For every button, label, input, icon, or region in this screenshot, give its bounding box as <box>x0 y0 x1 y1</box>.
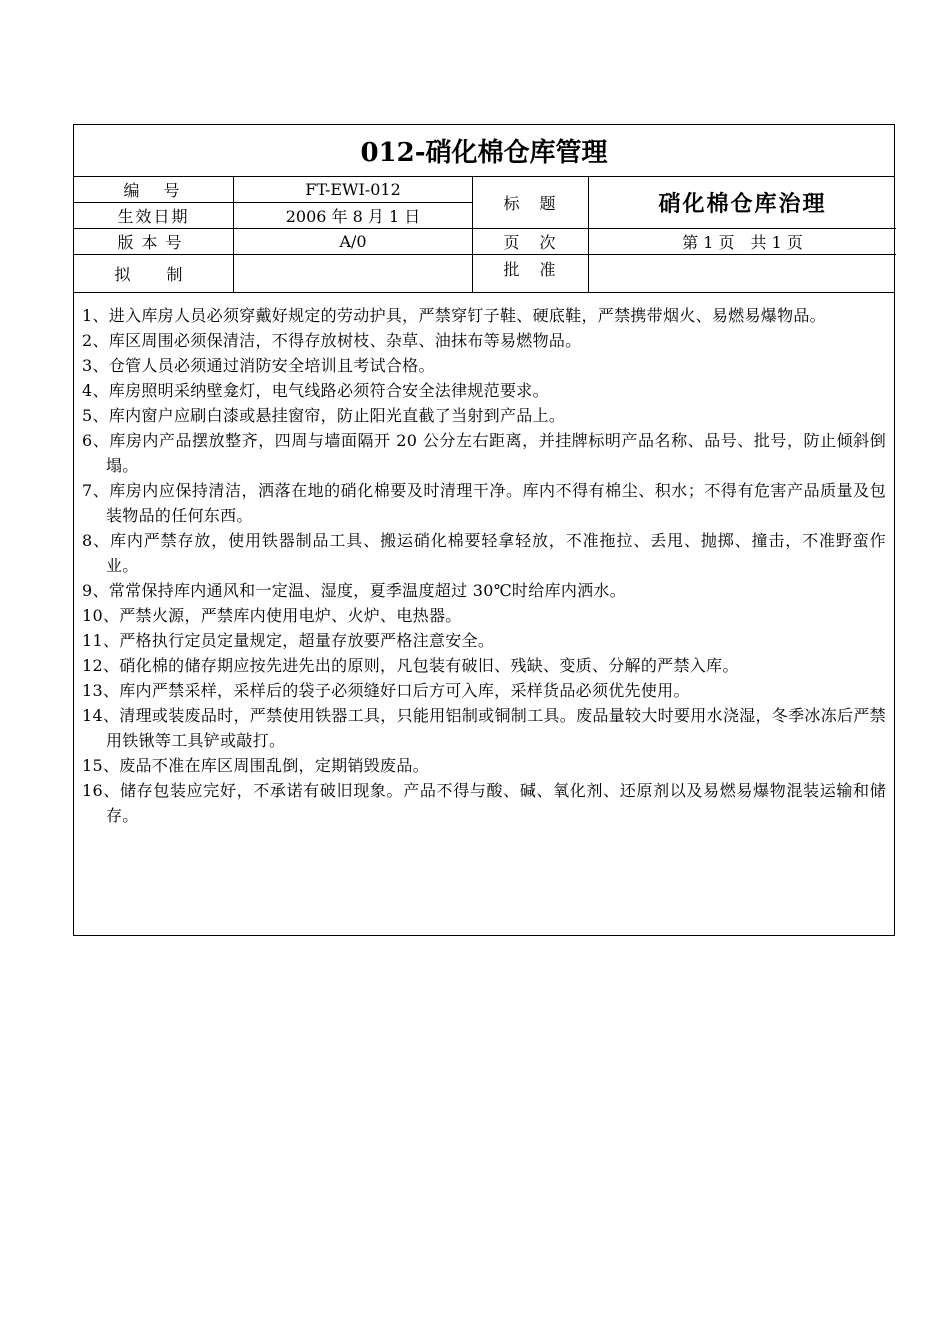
rule-item-15: 15、废品不准在库区周围乱倒，定期销毁废品。 <box>82 756 429 775</box>
rule-item-5: 5、库内窗户应刷白漆或悬挂窗帘，防止阳光直截了当射到产品上。 <box>82 406 566 425</box>
rule-item-12: 12、硝化棉的储存期应按先进先出的原则，凡包装有破旧、残缺、变质、分解的严禁入库。 <box>82 656 739 675</box>
rule-item-2: 2、库区周围必须保清洁，不得存放树枝、杂草、油抹布等易燃物品。 <box>82 331 582 350</box>
number-label: 编 号 <box>123 181 184 200</box>
number-value: FT-EWI-012 <box>305 180 401 199</box>
document-title: 012-硝化棉仓库管理 <box>74 125 894 177</box>
subject-value: 硝化棉仓库治理 <box>658 192 827 217</box>
rule-item-7: 7、库房内应保持清洁，洒落在地的硝化棉要及时清理干净。库内不得有棉尘、积水；不得有危害产品质量及包装物品的任何东西。 <box>82 481 886 525</box>
effective-date-label: 生效日期 <box>117 207 190 226</box>
approved-label: 批 准 <box>503 259 558 279</box>
drafted-label: 拟 制 <box>114 265 193 284</box>
rule-item-16: 16、储存包装应完好，不承诺有破旧现象。产品不得与酸、碱、氧化剂、还原剂以及易燃易爆物混装运输和储存。 <box>82 781 886 825</box>
effective-date-value: 2006 年 8 月 1 日 <box>285 207 421 226</box>
document-frame <box>73 124 895 936</box>
drafted-value <box>234 255 472 292</box>
approved-value <box>589 255 896 292</box>
rule-item-3: 3、仓管人员必须通过消防安全培训且考试合格。 <box>82 356 435 375</box>
version-label: 版本号 <box>117 233 190 252</box>
page-label: 页 次 <box>503 233 558 252</box>
rule-item-14: 14、清理或装废品时，严禁使用铁器工具，只能用铝制或铜制工具。废品量较大时要用水浇湿，冬季冰冻后严禁用铁锹等工具铲或敲打。 <box>82 706 886 750</box>
header-info-table <box>74 177 894 293</box>
rule-item-13: 13、库内严禁采样，采样后的袋子必须缝好口后方可入库，采样货品必须优先使用。 <box>82 681 690 700</box>
subject-label: 标 题 <box>503 194 558 213</box>
page-value: 第 1 页 共 1 页 <box>682 233 803 252</box>
rule-item-1: 1、进入库房人员必须穿戴好规定的劳动护具，严禁穿钉子鞋、硬底鞋，严禁携带烟火、易燃易爆物品。 <box>82 306 826 325</box>
rule-item-9: 9、常常保持库内通风和一定温、湿度，夏季温度超过 30℃时给库内洒水。 <box>82 581 627 600</box>
rule-item-6: 6、库房内产品摆放整齐，四周与墙面隔开 20 公分左右距离，并挂牌标明产品名称、品号、批号，防止倾斜倒塌。 <box>82 431 886 475</box>
rule-item-11: 11、严格执行定员定量规定，超量存放要严格注意安全。 <box>82 631 495 650</box>
rule-item-8: 8、库内严禁存放，使用铁器制品工具、搬运硝化棉要轻拿轻放，不准拖拉、丢甩、抛掷、撞击，不准野蛮作业。 <box>82 531 886 575</box>
rule-item-4: 4、库房照明采纳壁龛灯，电气线路必须符合安全法律规范要求。 <box>82 381 549 400</box>
version-value: A/0 <box>339 232 367 251</box>
rules-list <box>74 293 894 828</box>
rule-item-10: 10、严禁火源，严禁库内使用电炉、火炉、电热器。 <box>82 606 462 625</box>
